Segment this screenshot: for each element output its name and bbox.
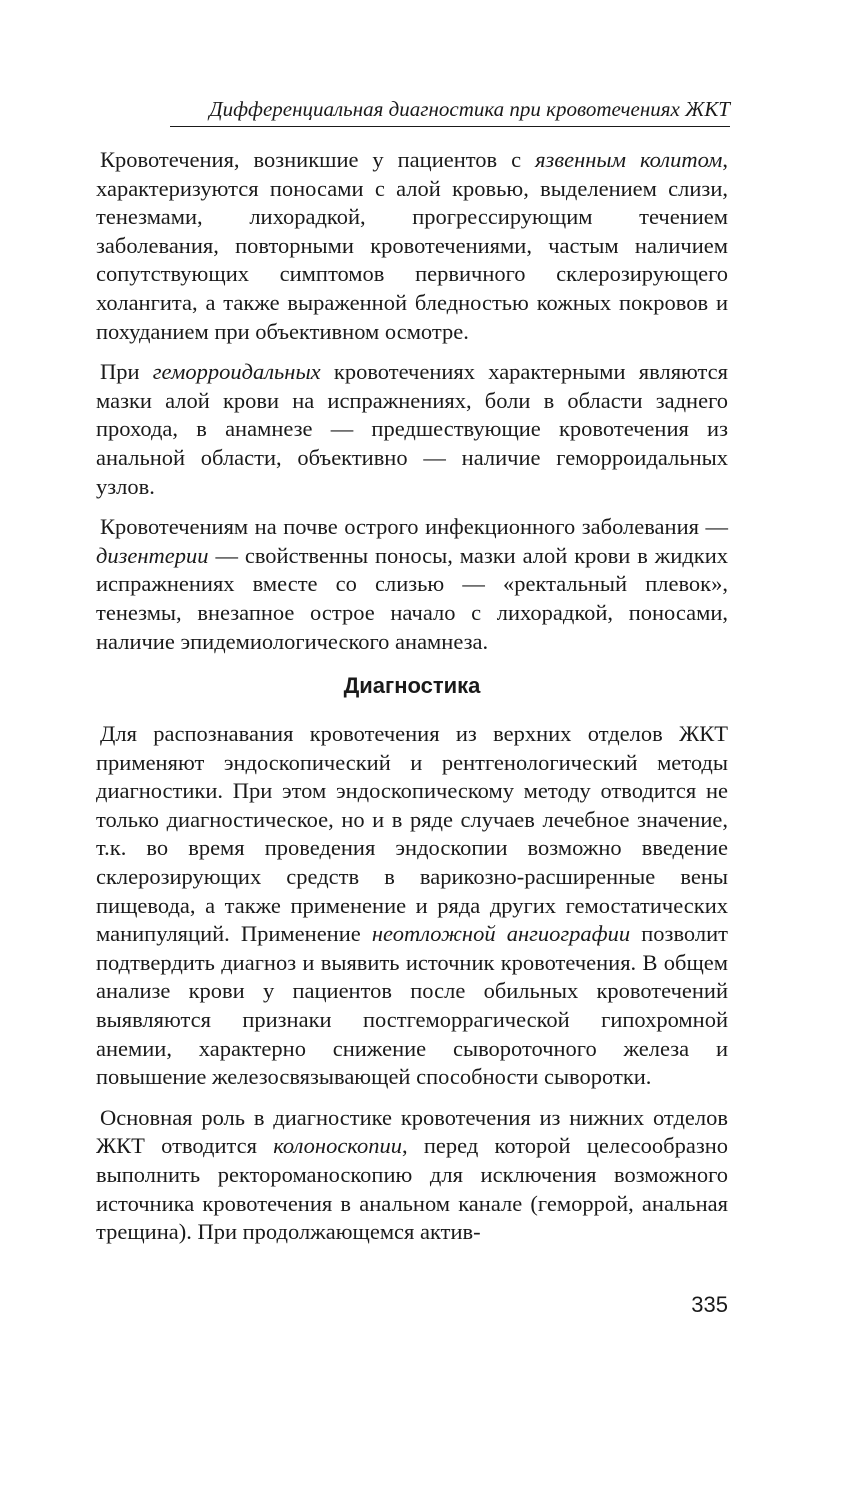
text-block-upper — [96, 146, 728, 668]
paragraph-dysentery: Кровотечениям на почве острого инфекционного заболевания — дизентерии — свойственны поносы, мазки алой крови в жидких испражнениях вместе со слизью — «ректальный плевок», тенезмы, внезапное острое начало с лихорадкой, поносами, наличие эпидемиологического анамнеза. — [96, 514, 728, 654]
running-head: Дифференциальная диагностика при кровотечениях ЖКТ — [170, 96, 730, 127]
paragraph-upper-gi-diagnostics: Для распознавания кровотечения из верхних отделов ЖКТ применяют эндоскопический и рентгенологический методы диагностики. При этом эндоскопическому методу отводится не только диагностическое, но и в ряде случаев лечебное значение, т.к. во время проведения эндоскопии возможно введение склерозирующих средств в варикозно-расширенные вены пищевода, а также применение и ряда других гемостатических манипуляций. Применение неотложной ангиографии позволит подтвердить диагноз и выявить источник кровотечения. В общем анализе крови у пациентов после обильных кровотечений выявляются признаки постгеморрагической гипохромной анемии, характерно снижение сывороточного железа и повышение железосвязывающей способности сыворотки. — [96, 721, 728, 1090]
page-number: 335 — [691, 1292, 728, 1317]
paragraph-lower-gi-diagnostics: Основная роль в диагностике кровотечения из нижних отделов ЖКТ отводится колоноскопии, перед которой целесообразно выполнить ректороманоскопию для исключения возможного источника кровотечения в анальном канале (геморрой, анальная трещина). При продолжающемся актив- — [96, 1104, 729, 1245]
paragraph-hemorrhoidal: При геморроидальных кровотечениях характерными являются мазки алой крови на испражнениях, боли в области заднего прохода, в анамнезе — предшествующие кровотечения из анальной области, объективно — наличие геморроидальных узлов. — [96, 359, 728, 499]
paragraph-ulcerative-colitis: Кровотечения, возникшие у пациентов с язвенным колитом, характеризуются поносами с алой кровью, выделением слизи, тенезмами, лихорадкой, прогрессирующим течением заболевания, повторными кровотечениями, частым наличием сопутствующих симптомов первичного склерозирующего холангита, а также выраженной бледностью кожных покровов и похуданием при объективном осмотре. — [96, 147, 728, 344]
section-heading: Диагностика — [343, 673, 481, 698]
text-block-lower — [96, 720, 728, 1259]
